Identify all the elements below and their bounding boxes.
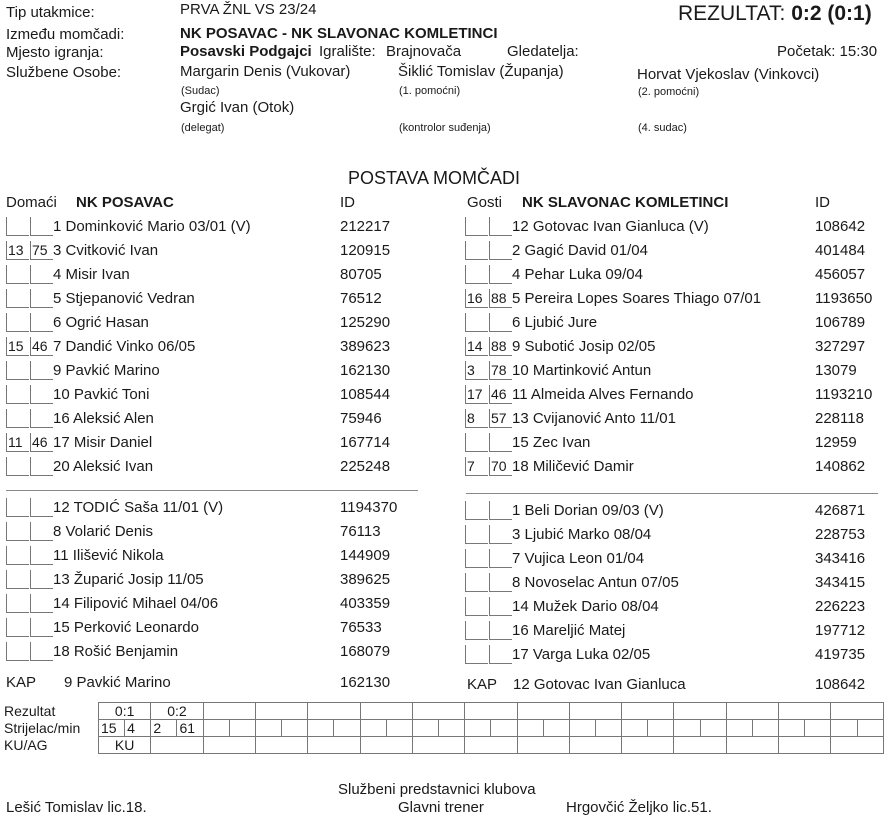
- teams-label: Između momčadi:: [6, 26, 125, 43]
- ku-row: [4, 737, 884, 754]
- home-starter-box-2[interactable]: [30, 409, 53, 428]
- spectators-label: Gledatelja:: [507, 43, 579, 60]
- home-sub-box-1[interactable]: [6, 546, 29, 565]
- result-cell[interactable]: [308, 703, 360, 720]
- away-captain-label: KAP: [467, 676, 498, 693]
- away-starter-id: 1193650: [815, 290, 873, 307]
- result-cell[interactable]: [517, 703, 569, 720]
- away-sub-box-2[interactable]: [489, 645, 512, 664]
- home-sub-box-2[interactable]: [30, 570, 53, 589]
- away-sub-id: 426871: [815, 502, 866, 519]
- ku-cell[interactable]: [831, 737, 884, 754]
- home-starter-player: 6 Ogrić Hasan: [53, 314, 149, 331]
- away-starter-box-1[interactable]: [465, 313, 488, 332]
- home-sub-box-2[interactable]: [30, 546, 53, 565]
- result-label: Rezultat: [4, 703, 56, 719]
- result-cell[interactable]: [569, 703, 621, 720]
- scorer-cell[interactable]: [569, 720, 595, 737]
- away-sub-player: 1 Beli Dorian 09/03 (V): [512, 502, 664, 519]
- scorer-cell[interactable]: [517, 720, 543, 737]
- away-starter-box-1[interactable]: [465, 433, 488, 452]
- home-starter-box-1[interactable]: [6, 361, 29, 380]
- home-sub-id: 76113: [340, 523, 381, 540]
- officials-label: Službene Osobe:: [6, 64, 122, 81]
- home-starter-box-2[interactable]: [30, 217, 53, 236]
- away-sub-id: 228753: [815, 526, 866, 543]
- away-sub-box-2[interactable]: [489, 501, 512, 520]
- scorer-cell[interactable]: 2: [151, 720, 177, 737]
- result-cell[interactable]: [779, 703, 831, 720]
- score-table: [4, 702, 884, 754]
- home-sub-box-1[interactable]: [6, 642, 29, 661]
- home-starter-player: 7 Dandić Vinko 06/05: [53, 338, 196, 355]
- away-starter-id: 228118: [815, 410, 864, 427]
- away-sub-box-1[interactable]: [465, 621, 488, 640]
- home-sub-player: 18 Rošić Benjamin: [53, 643, 179, 660]
- away-starter-id: 12959: [815, 434, 857, 451]
- result-cell[interactable]: [360, 703, 412, 720]
- start-value: 15:30: [839, 43, 878, 60]
- result-cell[interactable]: [622, 703, 674, 720]
- away-starter-player: 6 Ljubić Jure: [512, 314, 598, 331]
- result-cell[interactable]: [255, 703, 307, 720]
- scorer-cell[interactable]: [491, 720, 517, 737]
- away-starter-player: 2 Gagić David 01/04: [512, 242, 648, 259]
- away-starter-id: 140862: [815, 458, 866, 475]
- home-sub-player: 11 Ilišević Nikola: [53, 547, 164, 564]
- away-starter-box-2[interactable]: [489, 217, 512, 236]
- scorer-cell[interactable]: 15: [99, 720, 125, 737]
- ku-cell[interactable]: [779, 737, 831, 754]
- official-assistant-2: Horvat Vjekoslav (Vinkovci): [637, 66, 820, 83]
- official-assistant-1: Šiklić Tomislav (Županja): [398, 63, 564, 80]
- home-captain-label: KAP: [6, 674, 37, 691]
- home-sub-box-1[interactable]: [6, 570, 29, 589]
- scorer-cell[interactable]: [726, 720, 752, 737]
- scorer-cell[interactable]: [805, 720, 831, 737]
- scorer-cell[interactable]: [622, 720, 648, 737]
- home-side-label: Domaći: [6, 194, 57, 211]
- official-controller-role: (kontrolor suđenja): [399, 122, 491, 134]
- away-starter-box-1[interactable]: 8: [465, 409, 488, 428]
- away-starter-box-1[interactable]: 3: [465, 361, 488, 380]
- match-type: PRVA ŽNL VS 23/24: [180, 1, 317, 18]
- home-starter-id: 125290: [340, 314, 391, 331]
- scorer-cell[interactable]: [700, 720, 726, 737]
- away-sub-box-1[interactable]: [465, 525, 488, 544]
- scorer-cell[interactable]: [779, 720, 805, 737]
- ku-cell[interactable]: KU: [99, 737, 151, 754]
- scorer-cell[interactable]: [674, 720, 700, 737]
- home-starter-player: 17 Misir Daniel: [53, 434, 153, 451]
- away-starter-id: 401484: [815, 242, 866, 259]
- home-starter-box-1[interactable]: [6, 217, 29, 236]
- home-starter-box-2[interactable]: [30, 361, 53, 380]
- ku-cell[interactable]: [622, 737, 674, 754]
- away-starter-box-1[interactable]: 16: [465, 289, 488, 308]
- away-starter-player: 10 Martinković Antun: [512, 362, 652, 379]
- home-sub-player: 12 TODIĆ Saša 11/01 (V): [53, 499, 224, 516]
- away-starter-box-2[interactable]: 57: [489, 409, 512, 428]
- away-starter-id: 327297: [815, 338, 866, 355]
- home-sub-player: 14 Filipović Mihael 04/06: [53, 595, 219, 612]
- result-header: [678, 2, 872, 26]
- away-starter-box-1[interactable]: 17: [465, 385, 488, 404]
- official-referee: Margarin Denis (Vukovar): [180, 63, 351, 80]
- away-starter-id: 13079: [815, 362, 857, 379]
- away-sub-box-1[interactable]: [465, 501, 488, 520]
- home-captain: 9 Pavkić Marino: [64, 674, 171, 691]
- home-starter-id: 108544: [340, 386, 391, 403]
- scorer-cell[interactable]: 61: [177, 720, 203, 737]
- away-sub-box-1[interactable]: [465, 573, 488, 592]
- home-starter-box-1[interactable]: [6, 457, 29, 476]
- ku-cell[interactable]: [465, 737, 517, 754]
- scorer-cell[interactable]: [648, 720, 674, 737]
- home-starter-box-1[interactable]: 13: [6, 241, 29, 260]
- home-starter-box-1[interactable]: [6, 265, 29, 284]
- away-sub-box-2[interactable]: [489, 525, 512, 544]
- home-sub-box-1[interactable]: [6, 594, 29, 613]
- scorer-cell[interactable]: [282, 720, 308, 737]
- scorer-cell[interactable]: [308, 720, 334, 737]
- scorer-cell[interactable]: [857, 720, 883, 737]
- away-sub-box-2[interactable]: [489, 573, 512, 592]
- away-id-header: ID: [815, 194, 830, 211]
- result-cell[interactable]: 0:1: [99, 703, 151, 720]
- ku-cell[interactable]: [203, 737, 255, 754]
- result-cell[interactable]: 0:2: [151, 703, 203, 720]
- scorer-cell[interactable]: [203, 720, 229, 737]
- home-starter-id: 389623: [340, 338, 391, 355]
- result-cell[interactable]: [412, 703, 464, 720]
- home-starter-id: 162130: [340, 362, 391, 379]
- away-starter-player: 4 Pehar Luka 09/04: [512, 266, 643, 283]
- away-side-label: Gosti: [467, 194, 503, 211]
- lineup-title: POSTAVA MOMČADI: [348, 168, 521, 188]
- home-starter-id: 225248: [340, 458, 391, 475]
- official-fourth-role: (4. sudac): [638, 122, 687, 134]
- home-sub-box-1[interactable]: [6, 522, 29, 541]
- ku-cell[interactable]: [674, 737, 726, 754]
- home-sub-box-2[interactable]: [30, 618, 53, 637]
- home-starter-box-2[interactable]: 75: [30, 241, 53, 260]
- ku-cell[interactable]: [726, 737, 778, 754]
- ku-cell[interactable]: [517, 737, 569, 754]
- ku-cell[interactable]: [308, 737, 360, 754]
- away-starter-id: 108642: [815, 218, 866, 235]
- result-cell[interactable]: [203, 703, 255, 720]
- home-separator: [6, 490, 418, 491]
- home-sub-box-2[interactable]: [30, 594, 53, 613]
- away-captain: 12 Gotovac Ivan Gianluca: [513, 676, 686, 693]
- scorer-cell[interactable]: [543, 720, 569, 737]
- away-sub-box-2[interactable]: [489, 549, 512, 568]
- away-starter-box-2[interactable]: [489, 265, 512, 284]
- home-starter-box-1[interactable]: 11: [6, 433, 29, 452]
- home-starter-id: 75946: [340, 410, 382, 427]
- ku-cell[interactable]: [360, 737, 412, 754]
- official-referee-role: (Sudac): [181, 85, 220, 97]
- footer-center-role: Glavni trener: [398, 799, 484, 816]
- pitch: Brajnovača: [386, 43, 462, 60]
- scorer-cell[interactable]: [360, 720, 386, 737]
- home-starter-id: 212217: [340, 218, 391, 235]
- scorer-cell[interactable]: [831, 720, 857, 737]
- away-sub-player: 8 Novoselac Antun 07/05: [512, 574, 679, 591]
- home-starter-id: 120915: [340, 242, 391, 259]
- away-sub-player: 7 Vujica Leon 01/04: [512, 550, 645, 567]
- away-starter-box-2[interactable]: 88: [489, 337, 512, 356]
- scorer-cell[interactable]: [255, 720, 281, 737]
- match-type-label: Tip utakmice:: [6, 4, 95, 21]
- away-starter-box-1[interactable]: 7: [465, 457, 488, 476]
- venue-label: Mjesto igranja:: [6, 44, 104, 61]
- home-starter-box-2[interactable]: [30, 457, 53, 476]
- footer-left-rep: Lešić Tomislav lic.18.: [6, 799, 147, 816]
- result-cell[interactable]: [726, 703, 778, 720]
- result-value: 0:2 (0:1): [791, 2, 872, 25]
- away-starter-box-1[interactable]: [465, 217, 488, 236]
- home-starter-player: 4 Misir Ivan: [53, 266, 130, 283]
- away-sub-id: 226223: [815, 598, 866, 615]
- home-starter-box-1[interactable]: [6, 289, 29, 308]
- home-starter-player: 1 Dominković Mario 03/01 (V): [53, 218, 251, 235]
- home-starter-box-2[interactable]: [30, 265, 53, 284]
- away-sub-box-1[interactable]: [465, 645, 488, 664]
- home-starter-box-1[interactable]: [6, 409, 29, 428]
- official-assistant-2-role: (2. pomoćni): [638, 86, 700, 98]
- away-starter-player: 5 Pereira Lopes Soares Thiago 07/01: [512, 290, 762, 307]
- footer-right-rep: Hrgovčić Željko lic.51.: [566, 799, 712, 816]
- result-cell[interactable]: [674, 703, 726, 720]
- scorer-row: [4, 720, 884, 737]
- away-sub-player: 17 Varga Luka 02/05: [512, 646, 651, 663]
- home-sub-id: 168079: [340, 643, 391, 660]
- away-sub-id: 419735: [815, 646, 866, 663]
- away-starter-id: 456057: [815, 266, 866, 283]
- away-starter-player: 11 Almeida Alves Fernando: [512, 386, 694, 403]
- scorer-cell[interactable]: [412, 720, 438, 737]
- away-separator: [466, 493, 878, 494]
- away-team-name: NK SLAVONAC KOMLETINCI: [522, 194, 729, 211]
- home-sub-id: 1194370: [340, 499, 398, 516]
- away-starter-box-2[interactable]: 70: [489, 457, 512, 476]
- ku-cell[interactable]: [255, 737, 307, 754]
- home-starter-box-2[interactable]: 46: [30, 433, 53, 452]
- teams: NK POSAVAC - NK SLAVONAC KOMLETINCI: [180, 25, 498, 42]
- home-starter-id: 76512: [340, 290, 382, 307]
- ku-cell[interactable]: [569, 737, 621, 754]
- home-starter-box-2[interactable]: [30, 289, 53, 308]
- home-starter-player: 5 Stjepanović Vedran: [53, 290, 195, 307]
- result-cell[interactable]: [465, 703, 517, 720]
- away-starter-player: 13 Cvijanović Anto 11/01: [512, 410, 676, 427]
- away-captain-id: 108642: [815, 676, 866, 693]
- home-sub-box-2[interactable]: [30, 642, 53, 661]
- away-starter-player: 15 Zec Ivan: [512, 434, 591, 451]
- home-starter-id: 80705: [340, 266, 382, 283]
- away-starter-box-2[interactable]: 88: [489, 289, 512, 308]
- away-starter-player: 12 Gotovac Ivan Gianluca (V): [512, 218, 709, 235]
- away-sub-player: 3 Ljubić Marko 08/04: [512, 526, 652, 543]
- home-sub-box-2[interactable]: [30, 522, 53, 541]
- home-starter-box-2[interactable]: 46: [30, 337, 53, 356]
- home-sub-player: 13 Župarić Josip 11/05: [53, 571, 204, 588]
- venue: Posavski Podgajci: [180, 43, 312, 60]
- result-label: REZULTAT:: [678, 2, 786, 25]
- away-starter-id: 106789: [815, 314, 866, 331]
- away-sub-box-2[interactable]: [489, 621, 512, 640]
- away-sub-id: 343416: [815, 550, 866, 567]
- home-sub-box-2[interactable]: [30, 498, 53, 517]
- home-sub-box-1[interactable]: [6, 498, 29, 517]
- scorer-cell[interactable]: [595, 720, 621, 737]
- away-starter-box-2[interactable]: 46: [489, 385, 512, 404]
- start-time: [777, 43, 877, 60]
- home-sub-id: 144909: [340, 547, 391, 564]
- away-starter-box-1[interactable]: [465, 241, 488, 260]
- home-sub-box-1[interactable]: [6, 618, 29, 637]
- away-sub-box-1[interactable]: [465, 549, 488, 568]
- home-starter-player: 9 Pavkić Marino: [53, 362, 160, 379]
- away-sub-box-1[interactable]: [465, 597, 488, 616]
- away-starter-box-2[interactable]: [489, 313, 512, 332]
- home-starter-box-1[interactable]: [6, 385, 29, 404]
- home-sub-player: 15 Perković Leonardo: [53, 619, 199, 636]
- home-starter-box-1[interactable]: 15: [6, 337, 29, 356]
- home-starter-id: 167714: [340, 434, 391, 451]
- home-sub-id: 76533: [340, 619, 382, 636]
- ku-cell[interactable]: [412, 737, 464, 754]
- scorer-cell[interactable]: [439, 720, 465, 737]
- footer-title: Službeni predstavnici klubova: [338, 781, 536, 798]
- home-starter-player: 3 Cvitković Ivan: [53, 242, 159, 259]
- home-starter-box-2[interactable]: [30, 385, 53, 404]
- official-assistant-1-role: (1. pomoćni): [399, 85, 461, 97]
- home-starter-box-2[interactable]: [30, 313, 53, 332]
- scorer-cell[interactable]: [229, 720, 255, 737]
- away-sub-box-2[interactable]: [489, 597, 512, 616]
- away-sub-player: 16 Mareljić Matej: [512, 622, 626, 639]
- away-starter-box-2[interactable]: [489, 241, 512, 260]
- home-captain-id: 162130: [340, 674, 391, 691]
- home-sub-player: 8 Volarić Denis: [53, 523, 154, 540]
- result-row: [4, 703, 884, 720]
- scorer-cell[interactable]: [386, 720, 412, 737]
- home-id-header: ID: [340, 194, 355, 211]
- home-sub-id: 389625: [340, 571, 391, 588]
- start-label: Početak:: [777, 43, 836, 60]
- away-starter-player: 9 Subotić Josip 02/05: [512, 338, 656, 355]
- away-starter-box-2[interactable]: [489, 433, 512, 452]
- home-team-name: NK POSAVAC: [76, 194, 174, 211]
- away-starter-player: 18 Miličević Damir: [512, 458, 634, 475]
- ku-label: KU/AG: [4, 737, 48, 753]
- ku-cell[interactable]: [151, 737, 203, 754]
- away-starter-box-1[interactable]: 14: [465, 337, 488, 356]
- home-starter-player: 16 Aleksić Alen: [53, 410, 154, 427]
- away-starter-box-2[interactable]: 78: [489, 361, 512, 380]
- official-delegate-role: (delegat): [181, 122, 225, 134]
- scorer-cell[interactable]: 4: [125, 720, 151, 737]
- scorer-cell[interactable]: [465, 720, 491, 737]
- away-sub-player: 14 Mužek Dario 08/04: [512, 598, 659, 615]
- scorer-label: Strijelac/min: [4, 720, 81, 736]
- away-starter-id: 1193210: [815, 386, 873, 403]
- away-sub-id: 343415: [815, 574, 866, 591]
- home-sub-id: 403359: [340, 595, 391, 612]
- result-cell[interactable]: [831, 703, 884, 720]
- scorer-cell[interactable]: [334, 720, 360, 737]
- pitch-label: Igralište:: [319, 43, 376, 60]
- official-delegate: Grgić Ivan (Otok): [180, 99, 295, 116]
- home-starter-player: 20 Aleksić Ivan: [53, 458, 154, 475]
- away-starter-box-1[interactable]: [465, 265, 488, 284]
- away-sub-id: 197712: [815, 622, 866, 639]
- scorer-cell[interactable]: [752, 720, 778, 737]
- home-starter-player: 10 Pavkić Toni: [53, 386, 150, 403]
- home-starter-box-1[interactable]: [6, 313, 29, 332]
